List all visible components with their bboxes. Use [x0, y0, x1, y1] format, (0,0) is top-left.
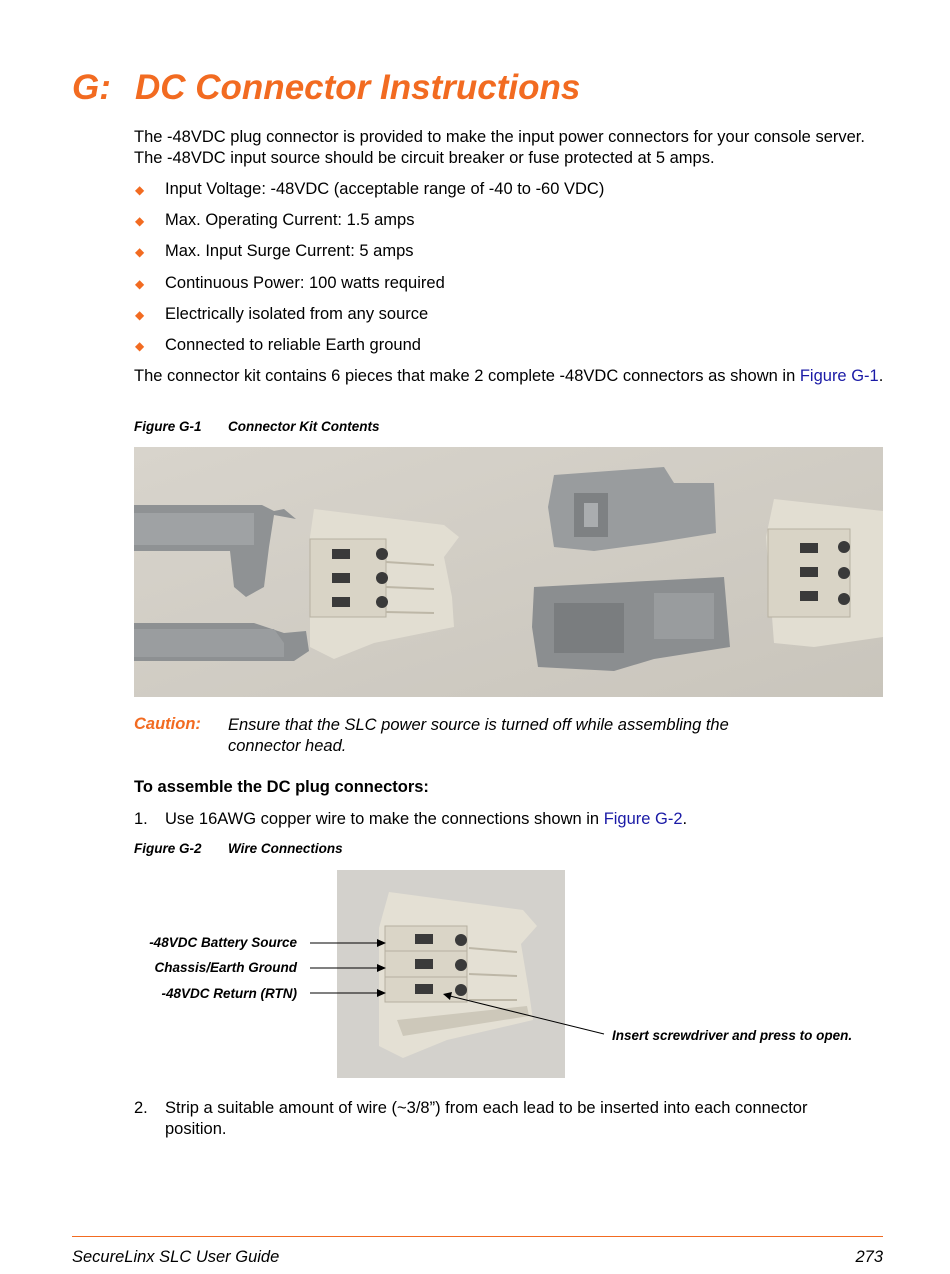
footer-title: SecureLinx SLC User Guide [72, 1248, 280, 1266]
kit-paragraph: The connector kit contains 6 pieces that make 2 complete -48VDC connectors as shown in Figure G-1. [134, 367, 884, 385]
diamond-bullet-icon: ◆ [135, 245, 145, 259]
appendix-letter: G: [72, 68, 111, 107]
assemble-heading: To assemble the DC plug connectors: [134, 778, 429, 796]
label-chassis-ground: Chassis/Earth Ground [154, 960, 297, 975]
figure-g1-link[interactable]: Figure G-1 [799, 367, 879, 385]
diamond-bullet-icon: ◆ [135, 183, 145, 197]
diamond-bullet-icon: ◆ [135, 308, 145, 322]
label-return: -48VDC Return (RTN) [161, 986, 297, 1001]
caution-text: Ensure that the SLC power source is turned off while assembling the connector head. [228, 716, 729, 755]
step-item: 1. Use 16AWG copper wire to make the connections shown in Figure G-2. [134, 810, 688, 828]
figure-caption: Figure G-2 Wire Connections [134, 841, 343, 856]
page-number: 273 [855, 1248, 883, 1266]
intro-paragraph: The -48VDC plug connector is provided to make the input power connectors for your console server. The -48VDC input source should be circuit breaker or fuse protected at 5 amps. [134, 128, 865, 167]
figure-g2-link[interactable]: Figure G-2 [603, 810, 683, 828]
appendix-title: DC Connector Instructions [135, 68, 581, 107]
figure-caption: Figure G-1 Connector Kit Contents [134, 419, 380, 434]
label-screwdriver: Insert screwdriver and press to open. [612, 1028, 853, 1043]
diamond-bullet-icon: ◆ [135, 214, 145, 228]
diamond-bullet-icon: ◆ [135, 277, 145, 291]
diamond-bullet-icon: ◆ [135, 339, 145, 353]
label-battery-source: -48VDC Battery Source [149, 935, 297, 950]
step-item: 2. Strip a suitable amount of wire (~3/8”) from each lead to be inserted into each connector position. [134, 1099, 808, 1138]
caution-label: Caution: [134, 715, 201, 733]
footer-rule [72, 1236, 883, 1237]
